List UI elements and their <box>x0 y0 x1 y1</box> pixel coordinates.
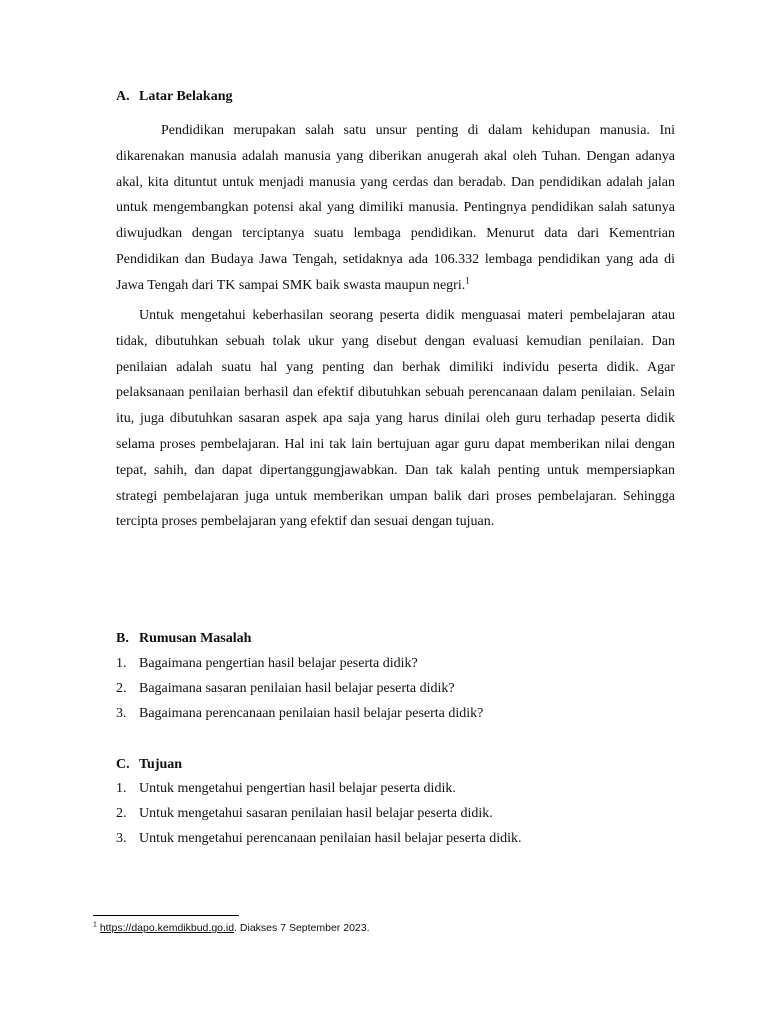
list-item-text: Bagaimana perencanaan penilaian hasil belajar peserta didik? <box>139 706 484 721</box>
list-item <box>116 801 676 826</box>
list-item <box>116 776 676 801</box>
paragraph-1-text: Pendidikan merupakan salah satu unsur penting di dalam kehidupan manusia. Ini dikarenakan manusia adalah manusia yang diberikan anugerah akal oleh Tuhan. Dengan adanya akal, kita dituntut untuk menjadi manusia yang cerdas dan beradab. Dan pendidikan adalah jalan untuk mengembangkan potensi akal yang dimiliki manusia. Pentingnya pendidikan salah satunya diwujudkan dengan terciptanya suatu lembaga pendidikan. Menurut data dari Kementrian Pendidikan dan Budaya Jawa Tengah, setidaknya ada 106.332 lembaga pendidikan yang ada di Jawa Tengah dari TK sampai SMK baik swasta maupun negri. <box>116 123 675 293</box>
section-a-letter: A. <box>116 89 130 104</box>
section-b-title: Rumusan Masalah <box>139 631 252 646</box>
list-item-number: 3. <box>116 706 127 721</box>
list-item <box>116 701 676 726</box>
section-a-heading <box>116 89 232 105</box>
section-c-letter: C. <box>116 757 130 772</box>
section-c-heading <box>116 757 182 773</box>
list-item-number: 2. <box>116 806 127 821</box>
footnote-link[interactable]: https://dapo.kemdikbud.go.id <box>99 922 235 934</box>
list-item-text: Untuk mengetahui pengertian hasil belajar peserta didik. <box>139 781 456 796</box>
footnote-suffix: . Diakses 7 September 2023. <box>234 922 370 934</box>
list-item-number: 3. <box>116 831 127 846</box>
section-a-title: Latar Belakang <box>139 89 233 104</box>
list-item <box>116 826 676 851</box>
list-item <box>116 676 676 701</box>
list-item-text: Untuk mengetahui sasaran penilaian hasil belajar peserta didik. <box>139 806 493 821</box>
section-a-paragraph-2 <box>116 303 675 535</box>
section-a-paragraph-1 <box>116 118 675 299</box>
footnote <box>93 921 370 935</box>
section-c-title: Tujuan <box>139 757 183 772</box>
footnote-reference[interactable]: 1 <box>465 275 470 286</box>
tujuan-list <box>116 776 676 851</box>
paragraph-2-text: Untuk mengetahui keberhasilan seorang peserta didik menguasai materi pembelajaran atau tidak, dibutuhkan sebuah tolak ukur yang disebut dengan evaluasi kemudian penilaian. Dan penilaian adalah suatu hal yang penting dan berhak dimiliki individu peserta didik. Agar pelaksanaan penilaian berhasil dan efektif dibutuhkan sebuah perencanaan dalam penilaian. Selain itu, juga dibutuhkan sasaran aspek apa saja yang harus dinilai oleh guru terhadap peserta didik selama proses pembelajaran. Hal ini tak lain bertujuan agar guru dapat memberikan nilai dengan tepat, sahih, dan dapat dipertanggungjawabkan. Dan tak kalah penting untuk mempersiapkan strategi pembelajaran juga untuk memberikan umpan balik dari proses pembelajaran. Sehingga tercipta proses pembelajaran yang efektif dan sesuai dengan tujuan. <box>116 308 675 530</box>
footnote-separator <box>93 915 239 916</box>
list-item-text: Bagaimana pengertian hasil belajar peserta didik? <box>139 656 418 671</box>
section-b-heading <box>116 631 251 647</box>
footnote-number: 1 <box>93 921 97 929</box>
list-item-number: 1. <box>116 781 127 796</box>
section-b-letter: B. <box>116 631 129 646</box>
list-item-text: Untuk mengetahui perencanaan penilaian hasil belajar peserta didik. <box>139 831 522 846</box>
list-item-number: 2. <box>116 681 127 696</box>
list-item-text: Bagaimana sasaran penilaian hasil belajar peserta didik? <box>139 681 455 696</box>
list-item-number: 1. <box>116 656 127 671</box>
list-item <box>116 651 676 676</box>
rumusan-masalah-list <box>116 651 676 726</box>
